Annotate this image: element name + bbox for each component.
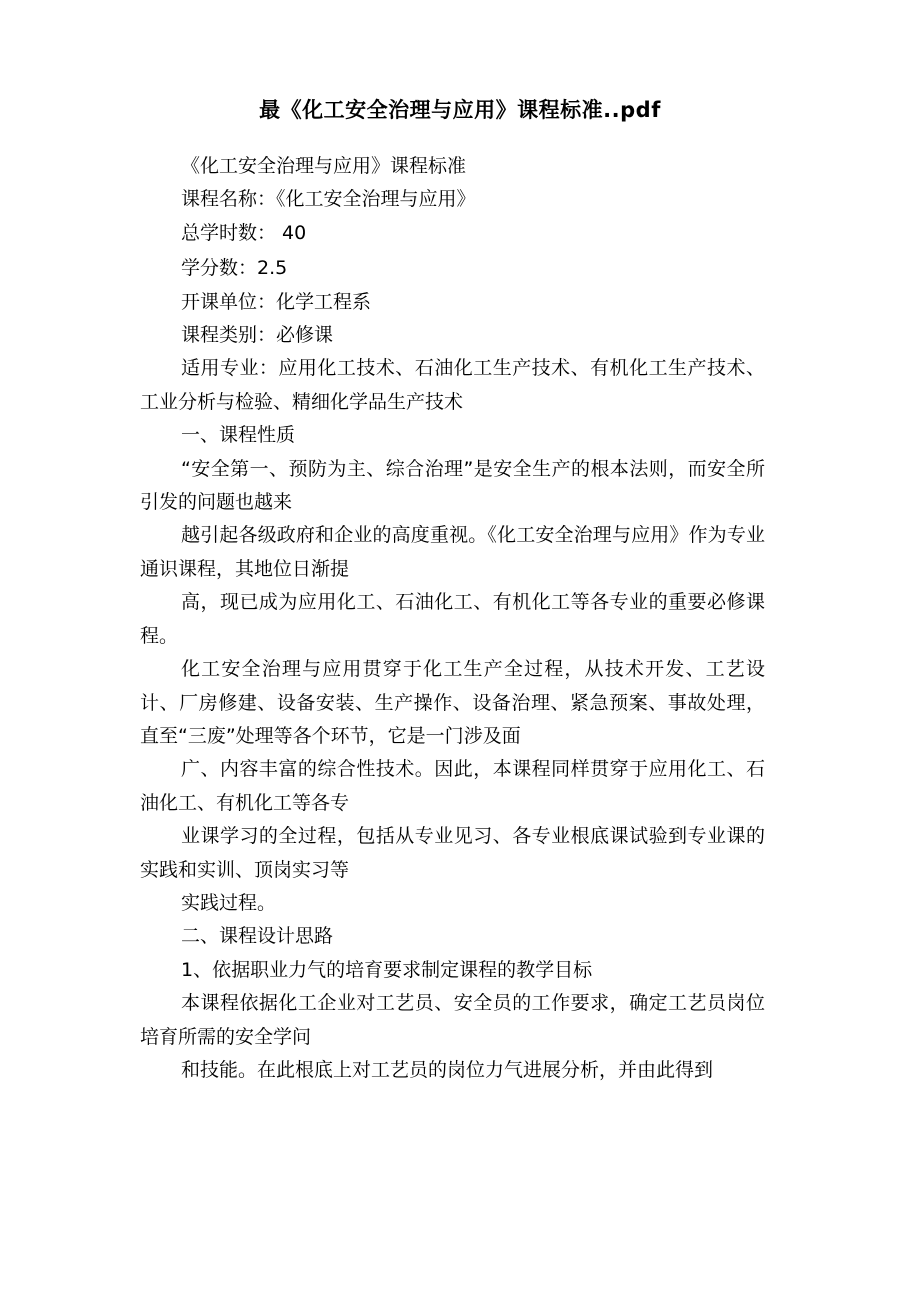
paragraph-majors: 适用专业：应用化工技术、石油化工生产技术、有机化工生产技术、工业分析与检验、精细化学品生产技术: [140, 357, 765, 413]
paragraph-nature-4: 化工安全治理与应用贯穿于化工生产全过程，从技术开发、工艺设计、厂房修建、设备安装、生产操作、设备治理、紧急预案、事故处理，直至“三废”处理等各个环节，它是一门涉及面: [140, 658, 765, 747]
section-heading-1: 一、课程性质: [181, 424, 296, 447]
paragraph-nature-1: “安全第一、预防为主、综合治理”是安全生产的根本法则，而安全所引发的问题也越来: [140, 457, 765, 514]
paragraph-credits: 学分数：2.5: [181, 257, 288, 280]
paragraph-nature-5: 广、内容丰富的综合性技术。因此，本课程同样贯穿于应用化工、石油化工、有机化工等各专: [140, 758, 765, 814]
paragraph-design-2: 和技能。在此根底上对工艺员的岗位力气进展分析，并由此得到: [181, 1058, 714, 1081]
paragraph-nature-2: 越引起各级政府和企业的高度重视。《化工安全治理与应用》作为专业通识课程，其地位日渐提: [140, 524, 765, 580]
paragraph-heading: 《化工安全治理与应用》课程标准: [181, 155, 467, 177]
paragraph-total-hours: 总学时数： 40: [181, 221, 307, 244]
paragraph-course-name: 课程名称：《化工安全治理与应用》: [181, 188, 476, 211]
document-body: [140, 150, 765, 1087]
subsection-heading-1: 1、依据职业力气的培育要求制定课程的教学目标: [181, 958, 593, 981]
section-heading-2: 二、课程设计思路: [181, 925, 334, 948]
document-title: 最《化工安全治理与应用》课程标准..pdf: [259, 98, 661, 122]
paragraph-nature-3: 高，现已成为应用化工、石油化工、有机化工等各专业的重要必修课程。: [140, 591, 765, 647]
paragraph-nature-6: 业课学习的全过程，包括从专业见习、各专业根底课试验到专业课的实践和实训、顶岗实习等: [140, 825, 765, 881]
paragraph-course-type: 课程类别：必修课: [181, 324, 334, 347]
paragraph-design-1: 本课程依据化工企业对工艺员、安全员的工作要求，确定工艺员岗位培育所需的安全学问: [140, 992, 765, 1048]
paragraph-nature-7: 实践过程。: [181, 891, 277, 914]
paragraph-department: 开课单位：化学工程系: [181, 290, 372, 313]
